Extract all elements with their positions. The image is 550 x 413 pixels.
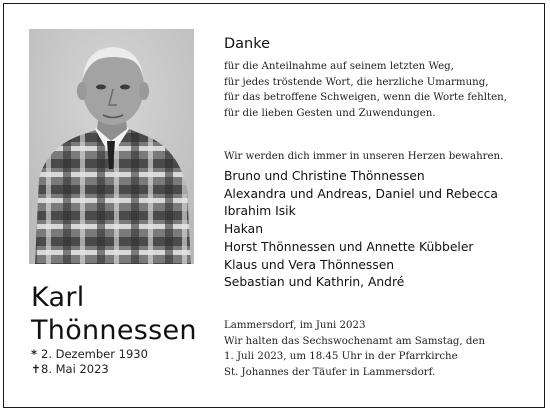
- thanks-lines: [224, 59, 507, 122]
- family-member: Sebastian und Kathrin, André: [224, 275, 405, 290]
- portrait-photo: [29, 29, 194, 264]
- thanks-title: Danke: [224, 36, 271, 52]
- family-list: [224, 168, 498, 292]
- family-member: Klaus und Vera Thönnessen: [224, 257, 395, 272]
- closing-line: 1. Juli 2023, um 18.45 Uhr in der Pfarrkirche: [224, 351, 458, 363]
- closing-place-date: Lammersdorf, im Juni 2023: [224, 320, 366, 331]
- family-member: Horst Thönnessen und Annette Kübbeler: [224, 239, 474, 254]
- death-cross-icon: ✝: [31, 362, 41, 376]
- death-date: 8. Mai 2023: [41, 362, 109, 376]
- thanks-line: für jedes tröstende Wort, die herzliche Umarmung,: [224, 76, 489, 88]
- thanks-line: für die Anteilnahme auf seinem letzten Weg,: [224, 61, 454, 72]
- deceased-first-name: Karl: [31, 282, 85, 313]
- remember-line: Wir werden dich immer in unseren Herzen bewahren.: [224, 151, 504, 162]
- family-member: Ibrahim Isik: [224, 204, 296, 219]
- closing-text: [224, 318, 485, 381]
- thanks-line: für das betroffene Schweigen, wenn die Worte fehlten,: [224, 92, 507, 104]
- family-member: Alexandra und Andreas, Daniel und Rebecca: [224, 186, 498, 201]
- deceased-last-name: Thönnessen: [31, 315, 197, 346]
- closing-line: Wir halten das Sechswochenamt am Samstag, den: [224, 335, 486, 347]
- family-member: Bruno und Christine Thönnessen: [224, 169, 425, 183]
- family-member: Hakan: [224, 222, 264, 237]
- death-date-line: [31, 362, 109, 376]
- birth-date: 2. Dezember 1930: [41, 347, 148, 361]
- closing-line: St. Johannes der Täufer in Lammersdorf.: [224, 367, 436, 379]
- birth-star-icon: *: [31, 347, 38, 361]
- birth-date-line: [31, 347, 148, 361]
- thanks-line: für die lieben Gesten und Zuwendungen.: [224, 108, 436, 120]
